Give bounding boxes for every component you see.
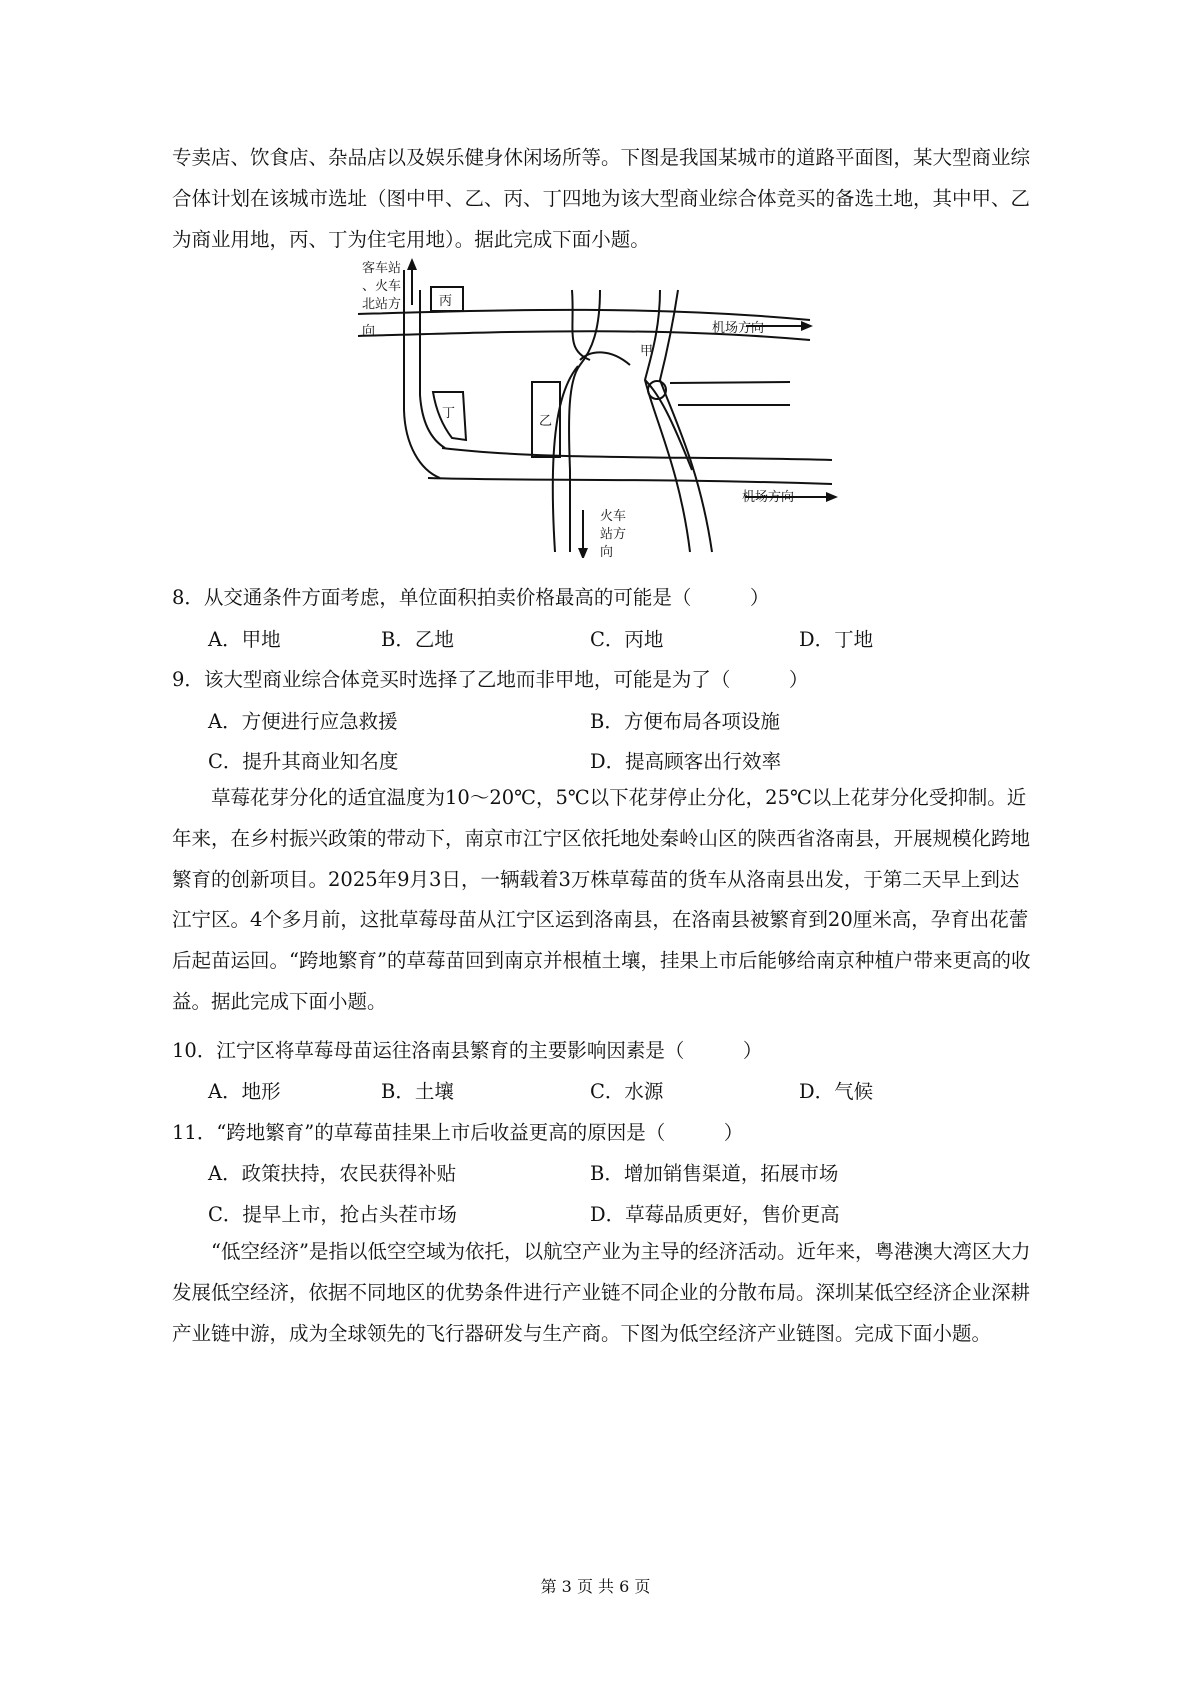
q9-stem: 9．该大型商业综合体竞买时选择了乙地而非甲地，可能是为了（ ） (172, 668, 809, 691)
road-bottom-1 (428, 478, 832, 484)
road-mid-right (569, 290, 600, 552)
q10-option-d: D．气候 (799, 1080, 874, 1103)
label-top-left-1: 客车站 (362, 261, 402, 276)
q10-option-a: A．地形 (208, 1080, 281, 1103)
label-airport-top: 机场方向 (712, 321, 765, 336)
label-ding: 丁 (442, 406, 456, 421)
q11-option-c: C．提早上市，抢占头茬市场 (208, 1203, 457, 1226)
q10-option-c: C．水源 (590, 1080, 664, 1103)
arrow-airport-bottom-head (826, 492, 838, 502)
road-diag-inner (645, 290, 690, 552)
arrow-airport-top-head (801, 321, 813, 331)
label-station-1: 火车 (600, 509, 627, 524)
passage-strawberry: 草莓花芽分化的适宜温度为10～20℃，5℃以下花芽停止分化，25℃以上花芽分化受抑制。近年来，在乡村振兴政策的带动下，南京市江宁区依托地处秦岭山区的陕西省洛南县，开展规模化跨地繁育的创新项目。2025年9月3日，一辆载着3万株草莓苗的货车从洛南县出发，于第二天早上到达江宁区。4个多月前，这批草莓母苗从江宁区运到洛南县，在洛南县被繁育到20厘米高，孕育出花蕾后起苗运回。“跨地繁育”的草莓苗回到南京并根植土壤，挂果上市后能够给南京种植户带来更高的收益。据此完成下面小题。 (172, 786, 1031, 1013)
q10-option-b: B．土壤 (381, 1080, 454, 1103)
intro-paragraph: 专卖店、饮食店、杂品店以及娱乐健身休闲场所等。下图是我国某城市的道路平面图，某大型商业综合体计划在该城市选址（图中甲、乙、丙、丁四地为该大型商业综合体竞买的备选土地，其中甲、乙为商业用地，丙、丁为住宅用地）。据此完成下面小题。 (172, 146, 1031, 251)
label-bing: 丙 (439, 294, 453, 309)
road-left-outer (404, 270, 440, 478)
q11-option-d: D．草莓品质更好，售价更高 (590, 1203, 840, 1226)
road-mid-branch (572, 290, 590, 360)
q9-option-b: B．方便布局各项设施 (590, 710, 780, 733)
label-jia: 甲 (640, 344, 654, 359)
q8-option-c: C．丙地 (590, 628, 664, 651)
arrow-north-head (407, 258, 417, 270)
label-airport-bottom: 机场方向 (742, 490, 795, 505)
arrow-station-head (578, 548, 588, 558)
q9-option-c: C．提升其商业知名度 (208, 750, 399, 773)
q11-option-a: A．政策扶持，农民获得补贴 (208, 1162, 457, 1185)
road-mid-left (553, 366, 578, 552)
q11-stem: 11．“跨地繁育”的草莓苗挂果上市后收益更高的原因是（ ） (172, 1121, 744, 1144)
label-top-left-3: 北站方 (362, 297, 402, 312)
page-footer: 第 3 页 共 6 页 (540, 1577, 651, 1596)
q11-option-b: B．增加销售渠道，拓展市场 (590, 1162, 839, 1185)
q9-option-a: A．方便进行应急救援 (208, 710, 398, 733)
passage-low-altitude: “低空经济”是指以低空空域为依托，以航空产业为主导的经济活动。近年来，粤港澳大湾区大力发展低空经济，依据不同地区的优势条件进行产业链不同企业的分散布局。深圳某低空经济企业深耕产业链中游，成为全球领先的飞行器研发与生产商。下图为低空经济产业链图。完成下面小题。 (172, 1240, 1031, 1345)
q8-stem: 8．从交通条件方面考虑，单位面积拍卖价格最高的可能是（ ） (172, 586, 770, 609)
road-map (355, 258, 845, 558)
road-left-inner (420, 290, 445, 448)
road-diag-outer (660, 290, 712, 552)
label-top-left-4: 向 (362, 324, 376, 339)
q9-option-d: D．提高顾客出行效率 (590, 750, 782, 773)
label-station-3: 向 (600, 545, 614, 558)
road-east-1 (670, 382, 790, 383)
road-top-1 (358, 310, 810, 320)
q8-option-a: A．甲地 (208, 628, 281, 651)
label-top-left-2: 、火车 (362, 279, 402, 294)
q8-option-d: D．丁地 (799, 628, 874, 651)
q10-stem: 10．江宁区将草莓母苗运往洛南县繁育的主要影响因素是（ ） (172, 1039, 763, 1062)
label-station-2: 站方 (600, 527, 627, 542)
q8-option-b: B．乙地 (381, 628, 454, 651)
road-bottom-2 (442, 448, 832, 460)
label-yi: 乙 (539, 414, 553, 429)
